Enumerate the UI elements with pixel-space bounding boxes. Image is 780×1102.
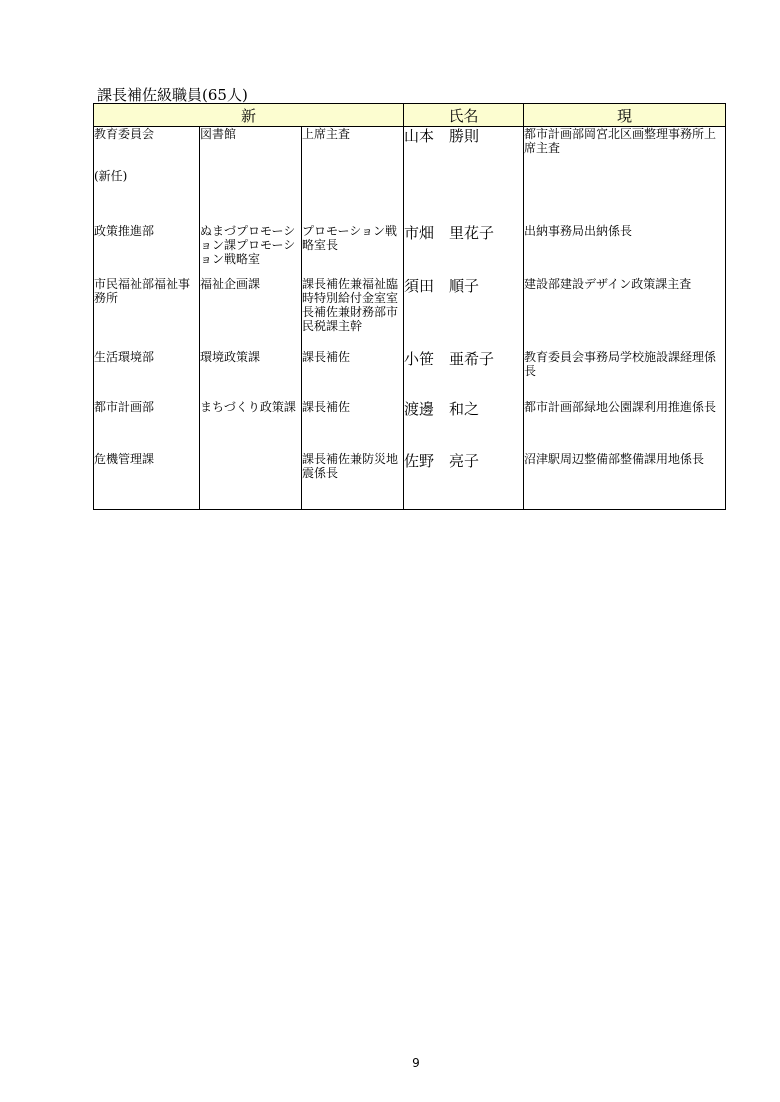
current-post-cell: 都市計画部岡宮北区画整理事務所上席主査 [524, 127, 726, 224]
dept-cell: 市民福祉部福祉事務所 [94, 277, 200, 350]
position-cell: 課長補佐兼防災地震係長 [302, 452, 404, 510]
column-header-current: 現 [524, 104, 726, 127]
current-post-cell: 建設部建設デザイン政策課主査 [524, 277, 726, 350]
table-row [94, 452, 726, 510]
section-cell [200, 452, 302, 510]
table-row [94, 224, 726, 277]
employee-name-cell: 小笹 亜希子 [404, 350, 524, 400]
position-cell: 課長補佐兼福祉臨時特別給付金室室長補佐兼財務部市民税課主幹 [302, 277, 404, 350]
position-cell: 課長補佐 [302, 400, 404, 452]
dept-cell: 生活環境部 [94, 350, 200, 400]
current-post-cell: 教育委員会事務局学校施設課経理係長 [524, 350, 726, 400]
section-cell: 福祉企画課 [200, 277, 302, 350]
page-number: 9 [412, 1056, 420, 1070]
personnel-table [93, 103, 726, 510]
dept-text: 教育委員会 [94, 127, 155, 141]
table-row [94, 400, 726, 452]
table-header-row [94, 104, 726, 127]
position-cell: プロモーション戦略室長 [302, 224, 404, 277]
employee-name-cell: 市畑 里花子 [404, 224, 524, 277]
table-row [94, 127, 726, 224]
current-post-cell: 沼津駅周辺整備部整備課用地係長 [524, 452, 726, 510]
section-cell: まちづくり政策課 [200, 400, 302, 452]
new-appointment-note: (新任) [94, 169, 128, 183]
table-row [94, 277, 726, 350]
employee-name-cell: 渡邊 和之 [404, 400, 524, 452]
section-cell: 図書館 [200, 127, 302, 224]
section-heading: 課長補佐級職員(65人) [97, 86, 248, 104]
section-cell: ぬまづプロモーション課プロモーション戦略室 [200, 224, 302, 277]
table-row [94, 350, 726, 400]
section-cell: 環境政策課 [200, 350, 302, 400]
dept-cell: 危機管理課 [94, 452, 200, 510]
employee-name-cell: 山本 勝則 [404, 127, 524, 224]
employee-name-cell: 須田 順子 [404, 277, 524, 350]
column-header-new: 新 [94, 104, 404, 127]
dept-cell: 都市計画部 [94, 400, 200, 452]
position-cell: 課長補佐 [302, 350, 404, 400]
column-header-name: 氏名 [404, 104, 524, 127]
dept-cell: 政策推進部 [94, 224, 200, 277]
current-post-cell: 都市計画部緑地公園課利用推進係長 [524, 400, 726, 452]
dept-cell [94, 127, 200, 224]
current-post-cell: 出納事務局出納係長 [524, 224, 726, 277]
employee-name-cell: 佐野 亮子 [404, 452, 524, 510]
position-cell: 上席主査 [302, 127, 404, 224]
